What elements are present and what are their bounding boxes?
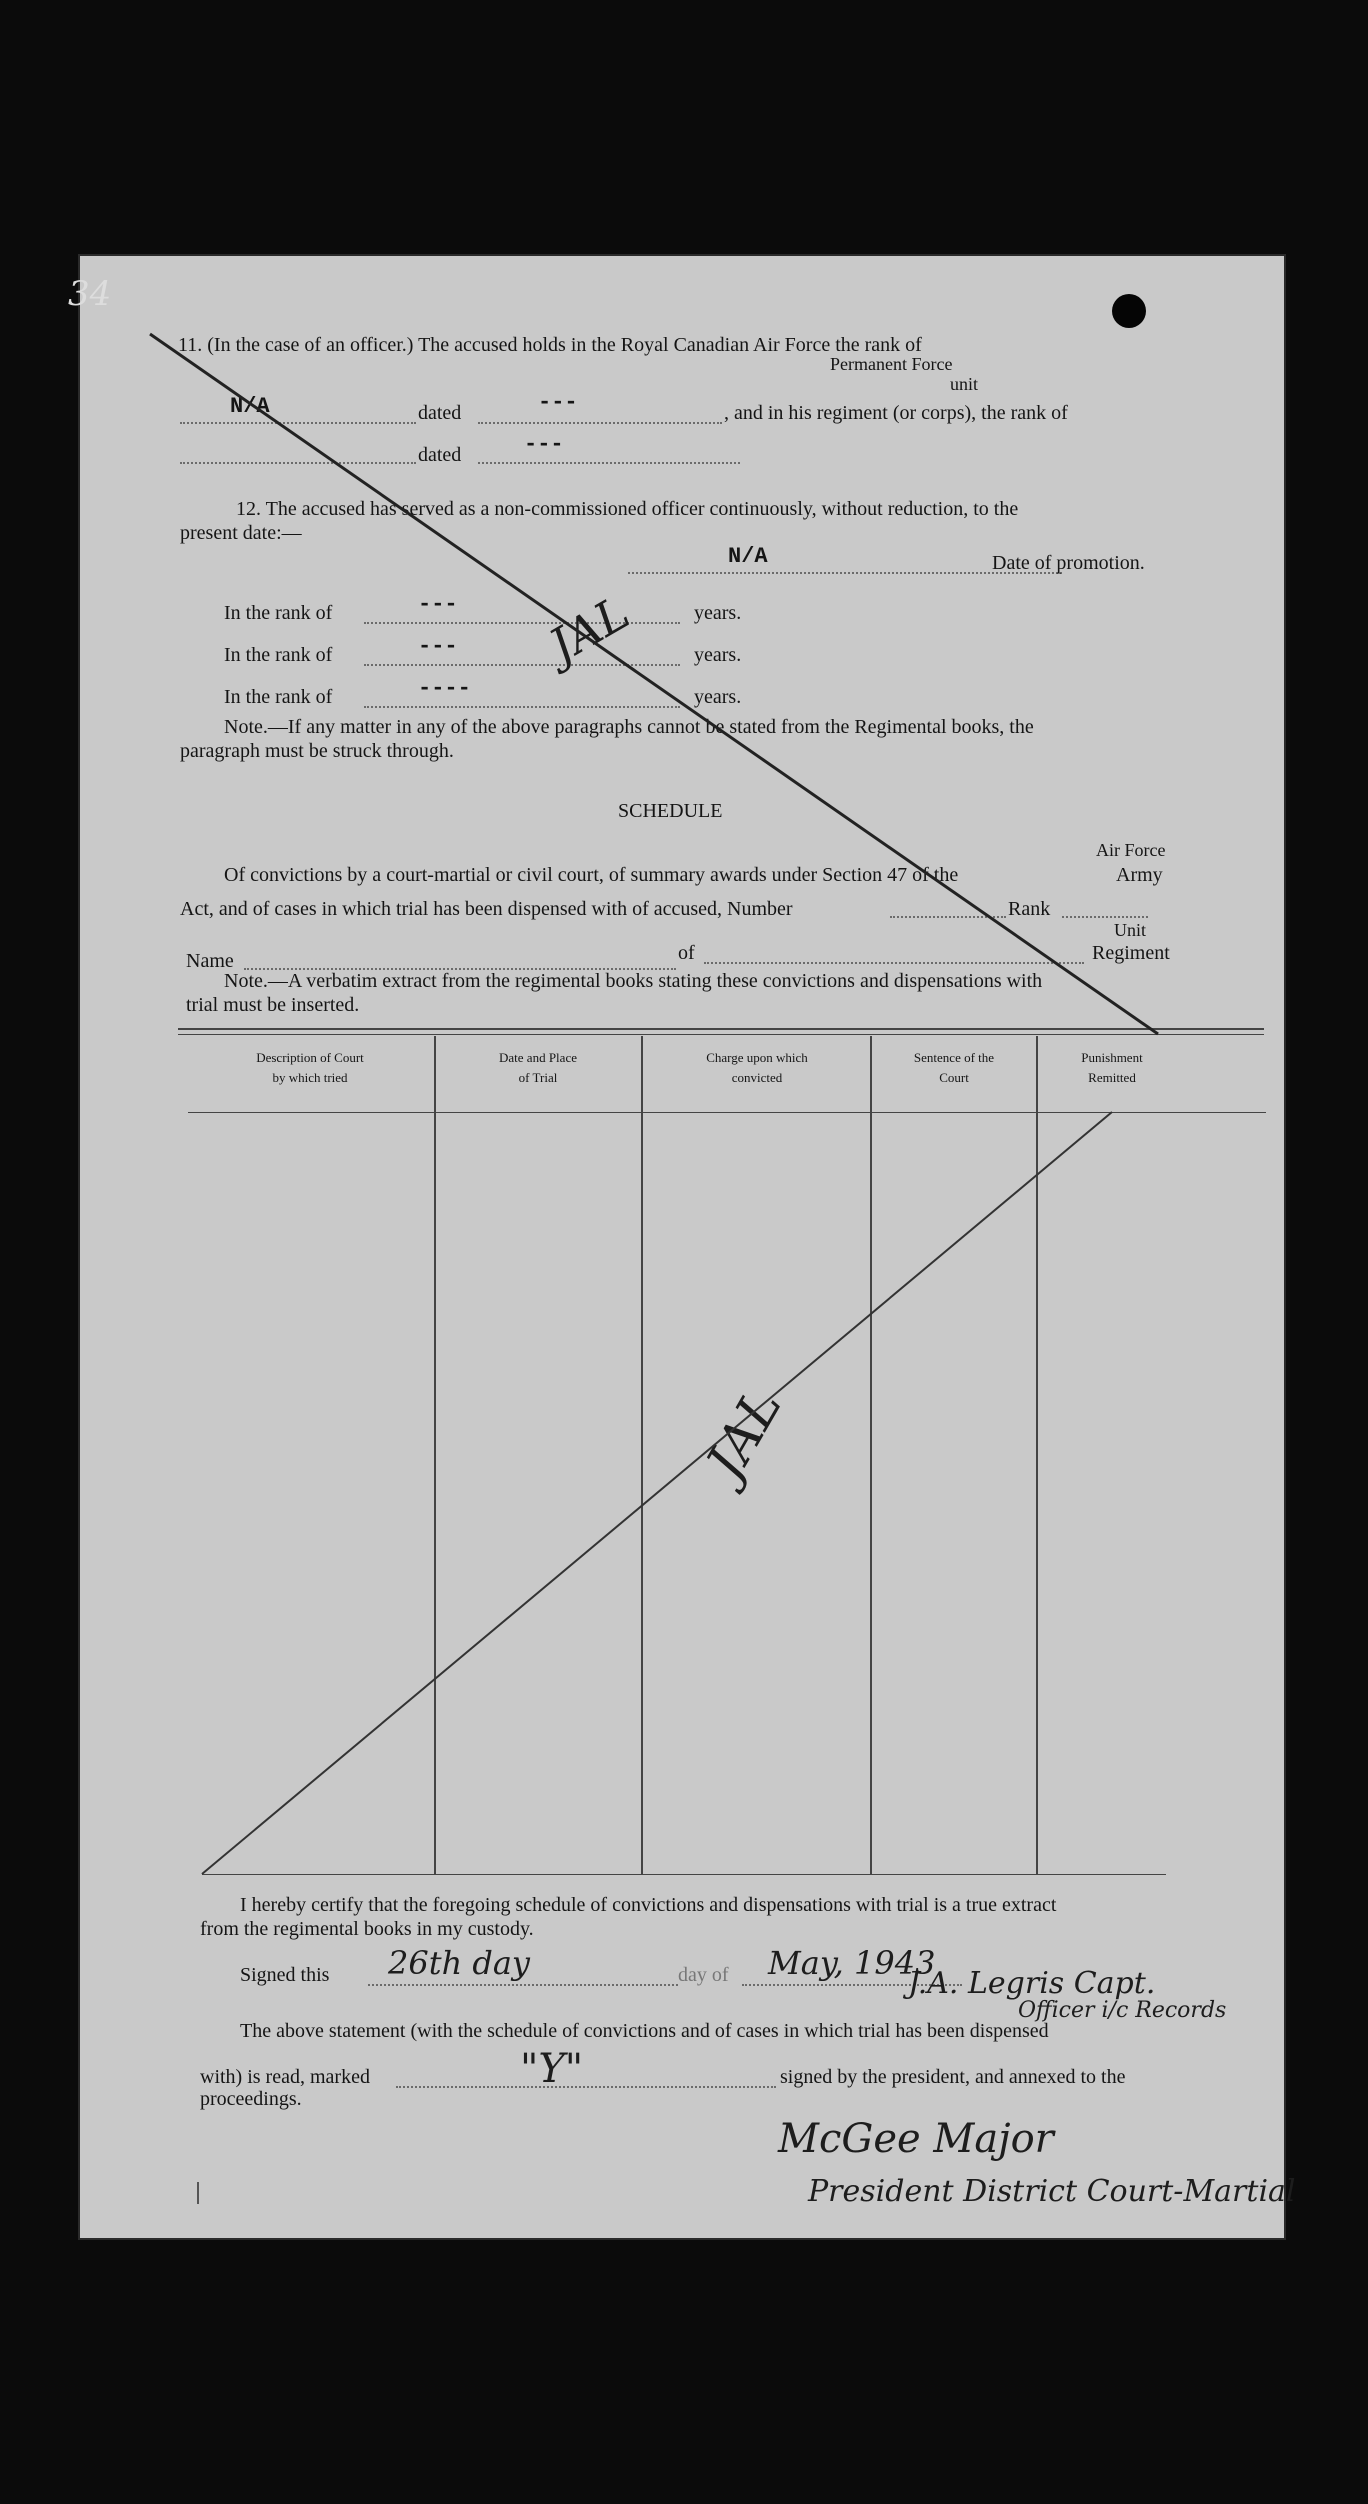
proceedings-label: proceedings. [200, 2088, 302, 2110]
rank-label: In the rank of [224, 644, 333, 666]
with-read-label: with) is read, marked [200, 2066, 370, 2088]
rank-label: In the rank of [224, 686, 333, 708]
section-12-line1: 12. The accused has served as a non-commissioned officer continuously, without reduction, to the [236, 498, 1019, 520]
years-label: years. [694, 686, 742, 708]
officer-signature: J.A. Legris Capt. [908, 1966, 1156, 2001]
table-header-punishment: Punishment Remitted [1081, 1050, 1143, 1085]
rank-value: --- [418, 592, 458, 617]
table-header-court: Description of Court by which tried [256, 1050, 364, 1085]
name-label: Name [186, 950, 234, 972]
rank-value: ---- [418, 676, 471, 701]
table-header-date-place: Date and Place of Trial [499, 1050, 577, 1085]
certify-line2: from the regimental books in my custody. [200, 1918, 534, 1940]
schedule-heading: SCHEDULE [618, 800, 723, 822]
section-11-line1: 11. (In the case of an officer.) The accused holds in the Royal Canadian Air Force the rank of [178, 334, 922, 356]
rank-value: --- [418, 634, 458, 659]
signed-this-label: Signed this [240, 1964, 330, 1986]
section-12-present-date: present date:— [180, 522, 302, 544]
unit-label-schedule: Unit [1114, 920, 1147, 940]
marked-value: "Y" [520, 2046, 584, 2092]
dated-label-1: dated [418, 402, 462, 424]
day-of-label: day of [678, 1964, 729, 1986]
rank-label: In the rank of [224, 602, 333, 624]
signed-month-value: May, 1943 [768, 1944, 936, 1982]
certify-line1: I hereby certify that the foregoing schedule of convictions and dispensations with trial is a true extract [240, 1894, 1057, 1916]
initials-lower: JAL [695, 1378, 794, 1490]
schedule-line1: Of convictions by a court-martial or civil court, of summary awards under Section 47 of the [224, 864, 959, 886]
president-title: President District Court-Martial [808, 2174, 1296, 2209]
officer-title: Officer i/c Records [1018, 1998, 1227, 2023]
years-label: years. [694, 602, 742, 624]
table-header-sentence: Sentence of the Court [913, 1050, 995, 1085]
rank-label-schedule: Rank [1008, 898, 1051, 920]
army-label: Army [1116, 864, 1163, 886]
of-label: of [678, 942, 695, 964]
strike-through-lines [78, 254, 1286, 2240]
president-signature: McGee Major [778, 2116, 1054, 2162]
permanent-force-label: Permanent Force [830, 354, 953, 374]
regiment-rank-text: , and in his regiment (or corps), the rank of [724, 402, 1068, 424]
air-force-label: Air Force [1096, 840, 1166, 860]
officer-rank-value: N/A [230, 394, 270, 419]
statement-line: The above statement (with the schedule of convictions and of cases in which trial has been dispensed [240, 2020, 1049, 2042]
initials-upper: JAL [540, 585, 639, 673]
document-page [68, 254, 1296, 2240]
date-of-promotion-label: Date of promotion. [992, 552, 1145, 574]
margin-page-number: 34 [68, 274, 112, 314]
diagonal-strike-upper [150, 334, 1158, 1034]
signed-by-text: signed by the president, and annexed to the [780, 2066, 1126, 2088]
dated-label-2: dated [418, 444, 462, 466]
regiment-label: Regiment [1092, 942, 1170, 964]
promotion-date-value: N/A [728, 544, 768, 569]
note-12-line2: paragraph must be struck through. [180, 740, 454, 762]
years-label: years. [694, 644, 742, 666]
diagonal-strike-table [202, 1112, 1112, 1874]
schedule-note-line1: Note.—A verbatim extract from the regimental books stating these convictions and dispensations with [224, 970, 1043, 992]
dated-value-1: --- [538, 390, 578, 415]
signed-day-value: 26th day [388, 1944, 530, 1982]
schedule-note-line2: trial must be inserted. [186, 994, 360, 1016]
table-header-charge: Charge upon which convicted [706, 1050, 808, 1085]
dated-value-2: --- [524, 432, 564, 457]
unit-label: unit [950, 374, 979, 394]
schedule-line2: Act, and of cases in which trial has been dispensed with of accused, Number [180, 898, 793, 920]
note-12-line1: Note.—If any matter in any of the above paragraphs cannot be stated from the Regimental books, the [224, 716, 1034, 738]
